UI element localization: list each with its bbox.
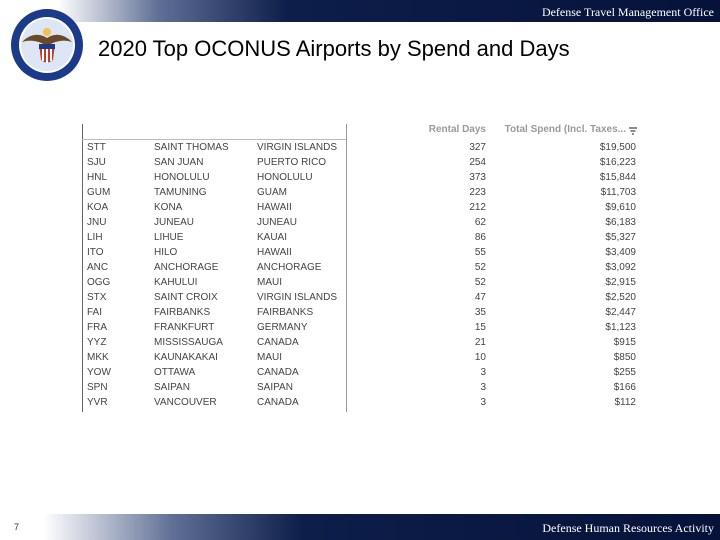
cell-spend: $255 — [613, 367, 636, 378]
cell-spend: $2,447 — [605, 307, 636, 318]
cell-days: 3 — [480, 367, 486, 378]
cell-spend: $5,327 — [605, 232, 636, 243]
activity-name: Defense Human Resources Activity — [542, 521, 714, 535]
cell-spend: $16,223 — [599, 157, 636, 168]
cell-spend: $11,703 — [600, 187, 636, 198]
cell-code: FRA — [87, 322, 107, 333]
header-underline — [82, 139, 346, 140]
table-row — [82, 321, 640, 336]
cell-days: 373 — [469, 172, 486, 183]
cell-days: 35 — [474, 307, 486, 318]
cell-city: SAINT CROIX — [154, 292, 218, 303]
cell-city: VANCOUVER — [154, 397, 217, 408]
cell-spend: $19,500 — [599, 142, 636, 153]
cell-days: 3 — [480, 397, 486, 408]
office-name: Defense Travel Management Office — [541, 5, 714, 19]
table-row — [82, 396, 640, 411]
cell-days: 47 — [474, 292, 486, 303]
cell-code: JNU — [87, 217, 107, 228]
cell-days: 52 — [474, 277, 486, 288]
cell-code: HNL — [87, 172, 108, 183]
cell-code: SJU — [87, 157, 106, 168]
cell-code: GUM — [87, 187, 111, 198]
cell-code: YOW — [87, 367, 111, 378]
cell-code: LIH — [87, 232, 103, 243]
cell-region: MAUI — [257, 352, 282, 363]
cell-city: LIHUE — [154, 232, 184, 243]
cell-days: 62 — [474, 217, 486, 228]
cell-city: KAHULUI — [154, 277, 198, 288]
table-row — [82, 366, 640, 381]
cell-region: JUNEAU — [257, 217, 298, 228]
cell-city: HONOLULU — [154, 172, 210, 183]
cell-region: GERMANY — [257, 322, 308, 333]
cell-region: HAWAII — [257, 247, 292, 258]
cell-region: PUERTO RICO — [257, 157, 327, 168]
table-row — [82, 216, 640, 231]
cell-city: MISSISSAUGA — [154, 337, 223, 348]
cell-spend: $915 — [613, 337, 636, 348]
cell-code: STT — [87, 142, 106, 153]
cell-region: CANADA — [257, 397, 299, 408]
cell-spend: $3,409 — [605, 247, 636, 258]
cell-region: VIRGIN ISLANDS — [257, 142, 338, 153]
cell-city: FRANKFURT — [154, 322, 215, 333]
cell-spend: $2,520 — [605, 292, 636, 303]
airports-table — [82, 124, 640, 412]
cell-city: SAN JUAN — [154, 157, 204, 168]
cell-code: FAI — [87, 307, 103, 318]
cell-region: HAWAII — [257, 202, 292, 213]
cell-spend: $850 — [613, 352, 636, 363]
cell-spend: $166 — [613, 382, 636, 393]
cell-city: JUNEAU — [154, 217, 195, 228]
table-row — [82, 276, 640, 291]
cell-spend: $1,123 — [605, 322, 636, 333]
cell-city: FAIRBANKS — [154, 307, 211, 318]
cell-days: 212 — [469, 202, 486, 213]
cell-city: HILO — [154, 247, 178, 258]
cell-region: GUAM — [257, 187, 287, 198]
cell-code: STX — [87, 292, 107, 303]
cell-code: YYZ — [87, 337, 107, 348]
cell-days: 86 — [474, 232, 486, 243]
header-bar — [0, 0, 720, 22]
cell-days: 3 — [480, 382, 486, 393]
cell-code: ITO — [87, 247, 104, 258]
table-row — [82, 306, 640, 321]
cell-days: 254 — [469, 157, 486, 168]
dtmo-seal-logo — [10, 8, 84, 82]
column-header-days: Rental Days — [428, 124, 486, 135]
cell-code: ANC — [87, 262, 109, 273]
cell-city: OTTAWA — [154, 367, 196, 378]
column-header-spend: Total Spend (Incl. Taxes... — [504, 124, 626, 135]
cell-region: CANADA — [257, 367, 299, 378]
cell-region: SAIPAN — [257, 382, 293, 393]
cell-days: 223 — [469, 187, 486, 198]
cell-days: 327 — [469, 142, 486, 153]
cell-code: OGG — [87, 277, 111, 288]
cell-region: HONOLULU — [257, 172, 313, 183]
cell-city: ANCHORAGE — [154, 262, 219, 273]
cell-city: KONA — [154, 202, 183, 213]
table-row — [82, 261, 640, 276]
cell-region: KAUAI — [257, 232, 288, 243]
cell-days: 10 — [474, 352, 486, 363]
cell-region: MAUI — [257, 277, 282, 288]
cell-code: SPN — [87, 382, 108, 393]
table-row — [82, 381, 640, 396]
table-row — [82, 186, 640, 201]
table-row — [82, 291, 640, 306]
cell-code: KOA — [87, 202, 109, 213]
table-row — [82, 156, 640, 171]
cell-days: 52 — [474, 262, 486, 273]
table-row — [82, 246, 640, 261]
table-row — [82, 141, 640, 156]
table-row — [82, 201, 640, 216]
cell-city: KAUNAKAKAI — [154, 352, 218, 363]
cell-days: 21 — [474, 337, 486, 348]
cell-city: TAMUNING — [154, 187, 207, 198]
cell-days: 55 — [474, 247, 486, 258]
cell-city: SAIPAN — [154, 382, 190, 393]
cell-city: SAINT THOMAS — [154, 142, 229, 153]
cell-spend: $6,183 — [605, 217, 636, 228]
table-row — [82, 351, 640, 366]
cell-code: YVR — [87, 397, 108, 408]
cell-spend: $2,915 — [605, 277, 636, 288]
table-row — [82, 171, 640, 186]
cell-region: ANCHORAGE — [257, 262, 322, 273]
cell-region: VIRGIN ISLANDS — [257, 292, 338, 303]
cell-region: FAIRBANKS — [257, 307, 314, 318]
cell-spend: $112 — [614, 397, 636, 408]
page-number: 7 — [14, 522, 20, 532]
cell-spend: $15,844 — [599, 172, 636, 183]
cell-spend: $3,092 — [605, 262, 636, 273]
sort-filter-icon[interactable] — [629, 127, 637, 135]
cell-region: CANADA — [257, 337, 299, 348]
table-row — [82, 336, 640, 351]
cell-days: 15 — [474, 322, 486, 333]
cell-code: MKK — [87, 352, 109, 363]
cell-spend: $9,610 — [605, 202, 636, 213]
footer-bar — [0, 514, 720, 540]
page-title: 2020 Top OCONUS Airports by Spend and Days — [98, 36, 570, 61]
table-row — [82, 231, 640, 246]
